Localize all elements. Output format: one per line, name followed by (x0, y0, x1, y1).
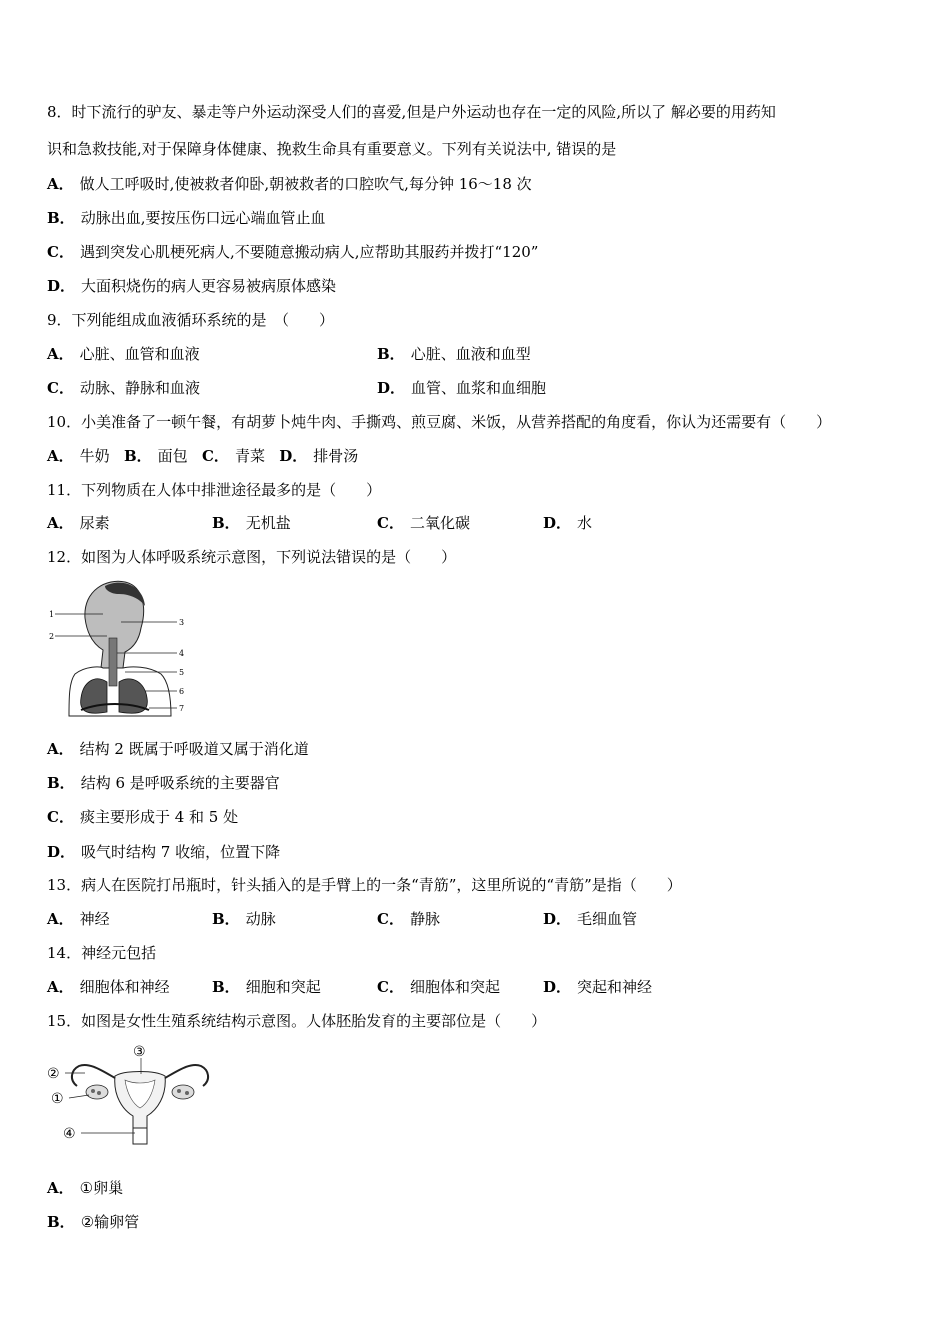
q10-stem: 10．小美准备了一顿午餐，有胡萝卜炖牛肉、手撕鸡、煎豆腐、米饭，从营养搭配的角度看，你认为还需要有（ ） (47, 413, 832, 431)
fig12-label-3: 3 (179, 618, 185, 627)
q9-option-a: A． 心脏、血管和血液 (47, 345, 200, 363)
fig12-label-2: 2 (49, 632, 55, 641)
q14-option-b: B． 细胞和突起 (212, 978, 321, 996)
q15-option-b: B． ②输卵管 (47, 1213, 140, 1231)
female-reproductive-figure (45, 1040, 215, 1150)
q8-stem-line1: 8．时下流行的驴友、暴走等户外运动深受人们的喜爱,但是户外运动也存在一定的风险,所以了 解必要的用药知 (47, 103, 776, 121)
q11-option-d: D． 水 (543, 514, 593, 532)
q13-option-b: B． 动脉 (212, 910, 276, 928)
q12-option-d: D． 吸气时结构 7 收缩，位置下降 (47, 843, 281, 861)
fig12-label-6: 6 (179, 687, 185, 696)
q9-option-c: C． 动脉、静脉和血液 (47, 379, 200, 397)
q14-option-c: C． 细胞体和突起 (377, 978, 500, 996)
fig15-label-1: ① (51, 1091, 64, 1107)
q15-option-a: A． ①卵巢 (47, 1179, 124, 1197)
respiratory-system-figure (45, 578, 195, 718)
fig12-label-1: 1 (49, 610, 55, 619)
q13-option-c: C． 静脉 (377, 910, 440, 928)
q11-option-c: C． 二氧化碳 (377, 514, 470, 532)
q8-option-a: A． 做人工呼吸时,使被救者仰卧,朝被救者的口腔吹气,每分钟 16～18 次 (47, 175, 532, 193)
q14-option-a: A． 细胞体和神经 (47, 978, 170, 996)
q11-option-a: A． 尿素 (47, 514, 110, 532)
q8-option-d: D． 大面积烧伤的病人更容易被病原体感染 (47, 277, 337, 295)
q12-option-b: B． 结构 6 是呼吸系统的主要器官 (47, 774, 280, 792)
q9-stem: 9．下列能组成血液循环系统的是 （ ） (47, 311, 335, 329)
q10-options: A． 牛奶 B． 面包 C． 青菜 D． 排骨汤 (47, 447, 359, 465)
q12-stem: 12．如图为人体呼吸系统示意图，下列说法错误的是（ ） (47, 548, 457, 566)
q13-stem: 13．病人在医院打吊瓶时，针头插入的是手臂上的一条“青筋”，这里所说的“青筋”是指（ ） (47, 876, 682, 894)
fig12-label-4: 4 (179, 649, 185, 658)
q14-option-d: D． 突起和神经 (543, 978, 653, 996)
q8-option-c: C． 遇到突发心肌梗死病人,不要随意搬动病人,应帮助其服药并拨打“120” (47, 243, 539, 261)
q13-option-d: D． 毛细血管 (543, 910, 638, 928)
q9-option-b: B． 心脏、血液和血型 (377, 345, 531, 363)
fig12-label-7: 7 (179, 704, 185, 713)
q12-option-a: A． 结构 2 既属于呼吸道又属于消化道 (47, 740, 309, 758)
q11-stem: 11．下列物质在人体中排泄途径最多的是（ ） (47, 481, 382, 499)
q13-option-a: A． 神经 (47, 910, 110, 928)
q8-option-b: B． 动脉出血,要按压伤口远心端血管止血 (47, 209, 326, 227)
fig12-label-5: 5 (179, 668, 185, 677)
q8-stem-line2: 识和急救技能,对于保障身体健康、挽救生命具有重要意义。下列有关说法中, 错误的是 (47, 140, 617, 158)
q11-option-b: B． 无机盐 (212, 514, 291, 532)
q14-stem: 14．神经元包括 (47, 944, 157, 962)
fig15-label-4: ④ (63, 1126, 76, 1142)
q15-stem: 15．如图是女性生殖系统结构示意图。人体胚胎发育的主要部位是（ ） (47, 1012, 547, 1030)
fig15-label-3: ③ (133, 1044, 146, 1060)
q12-option-c: C． 痰主要形成于 4 和 5 处 (47, 808, 239, 826)
q9-option-d: D． 血管、血浆和血细胞 (377, 379, 547, 397)
fig15-label-2: ② (47, 1066, 60, 1082)
